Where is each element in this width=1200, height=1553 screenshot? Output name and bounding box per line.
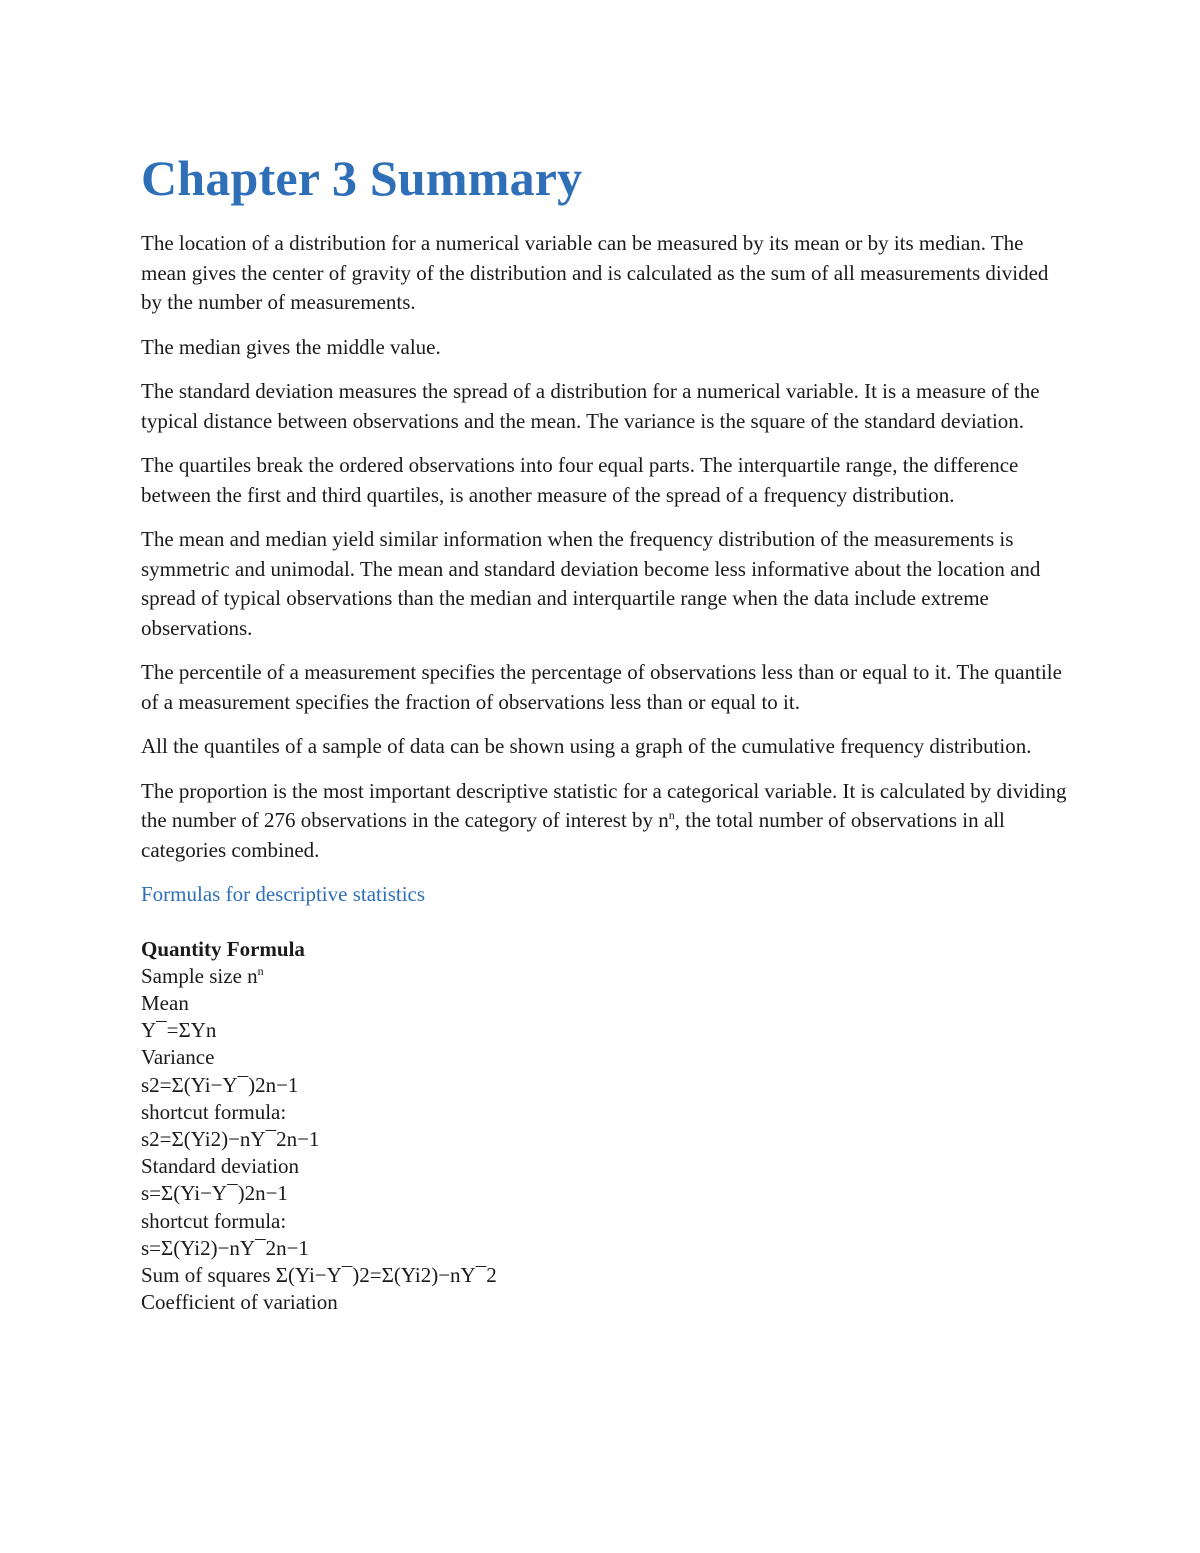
formula-line-variance-shortcut: s2=Σ(Yi2)−nY¯2n−1 [141, 1126, 320, 1151]
paragraph-location: The location of a distribution for a numerical variable can be measured by its mean or by its median. The mean gives the center of gravity of the distribution and is calculated as the sum of all measurements divided by the number of measurements. [141, 231, 1049, 314]
formula-line-sd-shortcut: s=Σ(Yi2)−nY¯2n−1 [141, 1235, 309, 1260]
paragraph-percentile: The percentile of a measurement specifies the percentage of observations less than or equal to it. The quantile of a measurement specifies the fraction of observations less than or equal to it. [141, 660, 1062, 714]
formula-line-sd: s=Σ(Yi−Y¯)2n−1 [141, 1181, 288, 1206]
formula-line-shortcut-label-2: shortcut formula: [141, 1208, 287, 1233]
paragraph-mean-median: The mean and median yield similar information when the frequency distribution of the measurements is symmetric and unimodal. The mean and standard deviation become less informative about the location and spread of typical observations than the median and interquartile range when the data include extreme observations. [141, 527, 1041, 640]
formula-line-variance-label: Variance [141, 1045, 215, 1070]
document-page [141, 145, 1071, 1316]
formula-line-cv-label: Coefficient of variation [141, 1290, 338, 1315]
paragraph-quartiles: The quartiles break the ordered observations into four equal parts. The interquartile range, the difference between the first and third quartiles, is another measure of the spread of a frequency distribution. [141, 453, 1019, 507]
proportion-text-before: The proportion is the most important descriptive statistic for a categorical variable. It is calculated by dividing the number of 276 observations in the category of interest by n [141, 778, 1067, 832]
page-title: Chapter 3 Summary [141, 150, 583, 206]
formula-line-mean: Y¯=ΣYn [141, 1018, 217, 1043]
proportion-text-after: , the total number of observations in all categories combined. [141, 808, 1005, 862]
sample-size-label: Sample size n [141, 963, 258, 988]
formula-line-mean-label: Mean [141, 990, 189, 1015]
formula-sample-size [141, 963, 1071, 990]
sample-size-superscript: n [257, 963, 264, 978]
formula-line-sum-of-squares: Sum of squares Σ(Yi−Y¯)2=Σ(Yi2)−nY¯2 [141, 1262, 497, 1287]
paragraph-quantiles: All the quantiles of a sample of data can be shown using a graph of the cumulative frequency distribution. [141, 734, 1032, 758]
paragraph-proportion [141, 777, 1071, 866]
proportion-superscript: n [668, 808, 675, 822]
paragraph-standard-deviation: The standard deviation measures the spread of a distribution for a numerical variable. It is a measure of the typical distance between observations and the mean. The variance is the square of the standard deviation. [141, 379, 1040, 433]
paragraph-median: The median gives the middle value. [141, 334, 441, 359]
formulas-heading: Formulas for descriptive statistics [141, 882, 426, 906]
formula-line-variance: s2=Σ(Yi−Y¯)2n−1 [141, 1072, 299, 1097]
formula-list [141, 936, 1071, 1317]
formula-line-shortcut-label: shortcut formula: [141, 1099, 287, 1124]
formula-line-sd-label: Standard deviation [141, 1154, 300, 1179]
formula-table-header: Quantity Formula [141, 936, 305, 961]
